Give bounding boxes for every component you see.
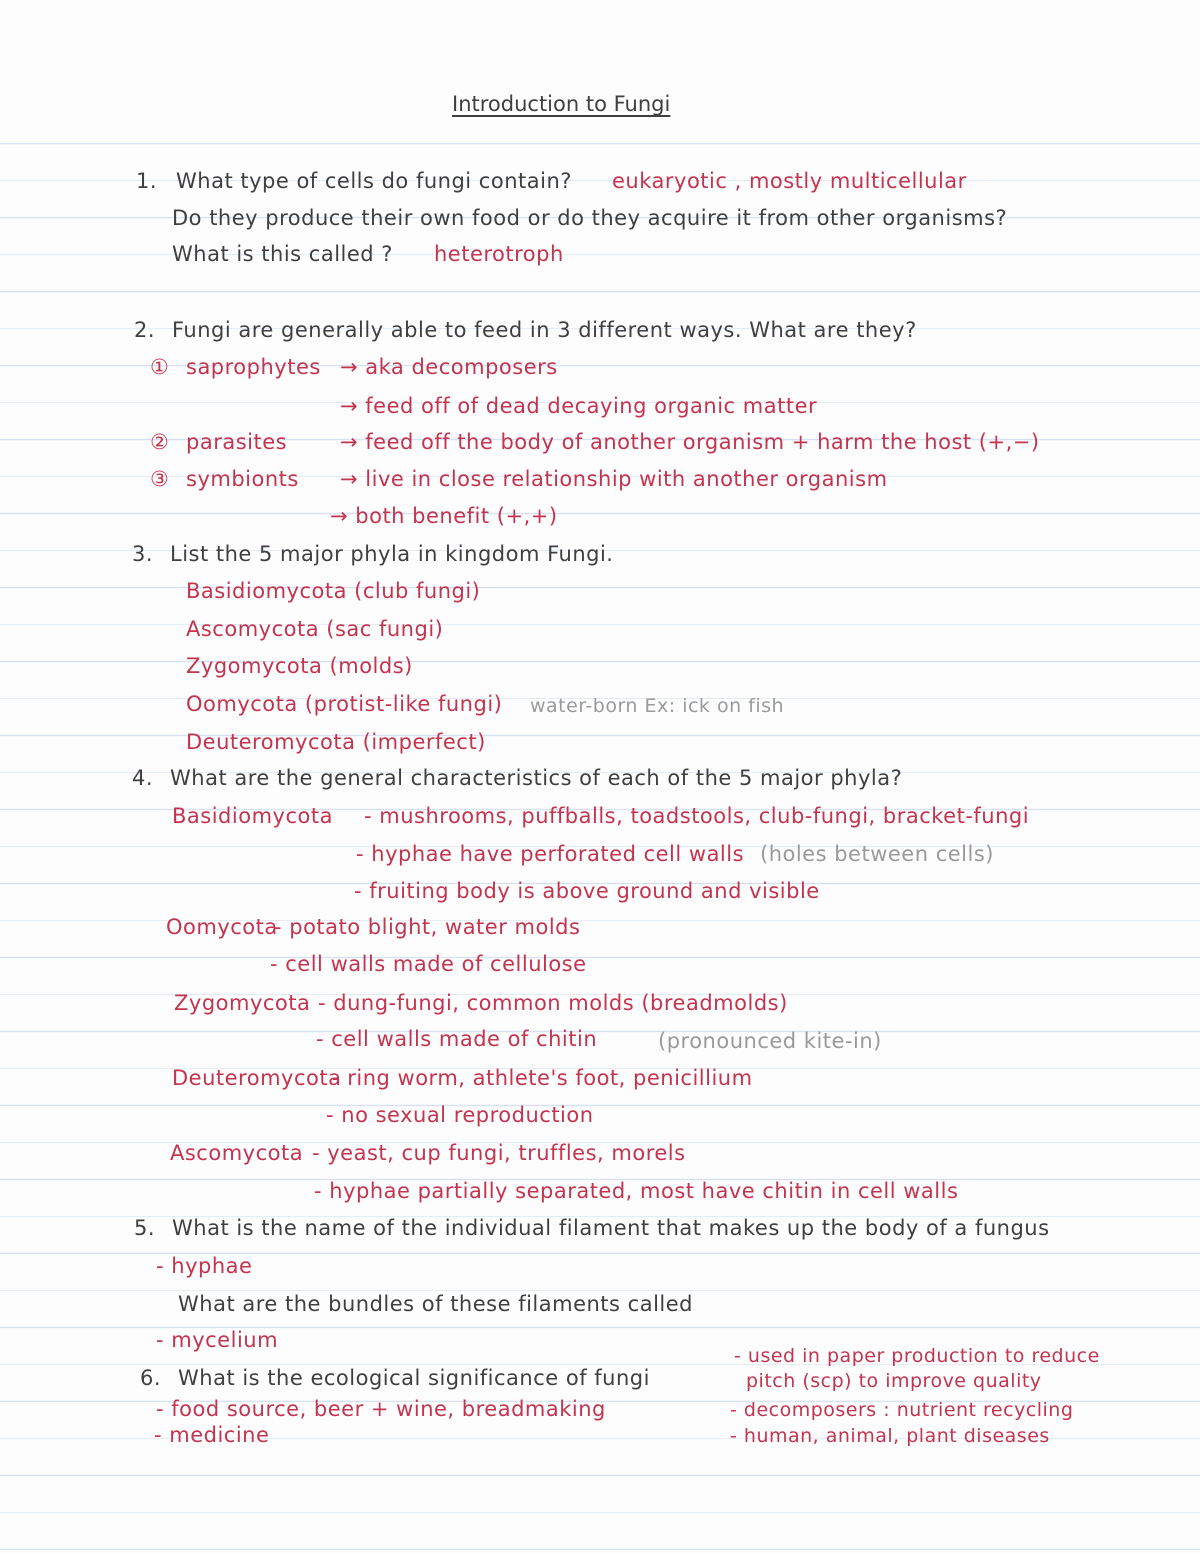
q1-answer: eukaryotic , mostly multicellular [612,169,967,193]
q1-number: 1. [136,169,158,193]
q2-item-marker: ③ [150,467,170,491]
q4-number: 4. [132,766,154,790]
q3-oomycota-note: water-born Ex: ick on fish [530,695,785,717]
q6-number: 6. [140,1366,162,1390]
q2-item-desc: → live in close relationship with another organism [340,467,888,491]
q1-question: What type of cells do fungi contain? [176,169,572,193]
q2-item-marker: ② [150,430,170,454]
q6-answer-right: - human, animal, plant diseases [730,1425,1050,1447]
q4-trait: - hyphae have perforated cell walls [356,842,745,866]
q2-item-desc: → both benefit (+,+) [330,504,558,528]
q3-phylum: Oomycota (protist-like fungi) [186,692,503,716]
q2-question: Fungi are generally able to feed in 3 different ways. What are they? [172,318,917,342]
q4-trait: - yeast, cup fungi, truffles, morels [312,1141,686,1165]
q4-question: What are the general characteristics of each of the 5 major phyla? [170,766,903,790]
q4-trait: - mushrooms, puffballs, toadstools, club-fungi, bracket-fungi [364,804,1030,828]
q4-trait: - cell walls made of cellulose [270,952,587,976]
q5-answer: - hyphae [156,1254,253,1278]
q4-trait: - fruiting body is above ground and visible [354,879,820,903]
q2-item-term: symbionts [186,467,299,491]
q6-question: What is the ecological significance of fungi [178,1366,650,1390]
q3-phylum: Deuteromycota (imperfect) [186,730,486,754]
q2-item-term: parasites [186,430,288,454]
q1-question2: Do they produce their own food or do they acquire it from other organisms? [172,206,1008,230]
q4-trait: - hyphae partially separated, most have chitin in cell walls [314,1179,959,1203]
top-margin [0,0,1200,107]
q2-item-term: saprophytes [186,355,321,379]
q6-answer-right: - decomposers : nutrient recycling [730,1399,1074,1421]
q3-phylum: Basidiomycota (club fungi) [186,579,481,603]
q4-phylum-name: Zygomycota [174,991,311,1015]
q5-number: 5. [134,1216,156,1240]
q2-number: 2. [134,318,156,342]
q4-trait: - dung-fungi, common molds (breadmolds) [318,991,788,1015]
q3-phylum: Zygomycota (molds) [186,654,413,678]
q5-question2: What are the bundles of these filaments called [178,1292,693,1316]
q5-question: What is the name of the individual filament that makes up the body of a fungus [172,1216,1050,1240]
q4-phylum-name: Basidiomycota [172,804,333,828]
q1-answer3: heterotroph [434,242,564,266]
q4-trait: - ring worm, athlete's foot, penicillium [332,1066,753,1090]
q6-answer-left: - food source, beer + wine, breadmaking [156,1397,606,1421]
q4-phylum-name: Deuteromycota [172,1066,342,1090]
q4-trait: - cell walls made of chitin [316,1027,598,1051]
q5-answer2: - mycelium [156,1328,279,1352]
q2-item-marker: ① [150,355,170,379]
q4-phylum-name: Oomycota [166,915,278,939]
q2-item-desc: → aka decomposers [340,355,558,379]
q6-answer-right: pitch (scp) to improve quality [746,1370,1042,1392]
q4-trait-note: (holes between cells) [760,842,994,866]
q6-answer-left: - medicine [154,1423,270,1447]
q6-answer-right: - used in paper production to reduce [734,1345,1100,1367]
page-title: Introduction to Fungi [452,92,671,116]
q4-trait: - no sexual reproduction [326,1103,594,1127]
q3-number: 3. [132,542,154,566]
q2-item-desc: → feed off of dead decaying organic matter [340,394,818,418]
q2-item-desc: → feed off the body of another organism + harm the host (+,−) [340,430,1040,454]
q4-trait: - potato blight, water molds [274,915,581,939]
q4-phylum-name: Ascomycota [170,1141,304,1165]
q4-trait-note: (pronounced kite-in) [658,1029,882,1053]
q3-question: List the 5 major phyla in kingdom Fungi. [170,542,614,566]
q3-phylum: Ascomycota (sac fungi) [186,617,444,641]
q1-question3: What is this called ? [172,242,393,266]
